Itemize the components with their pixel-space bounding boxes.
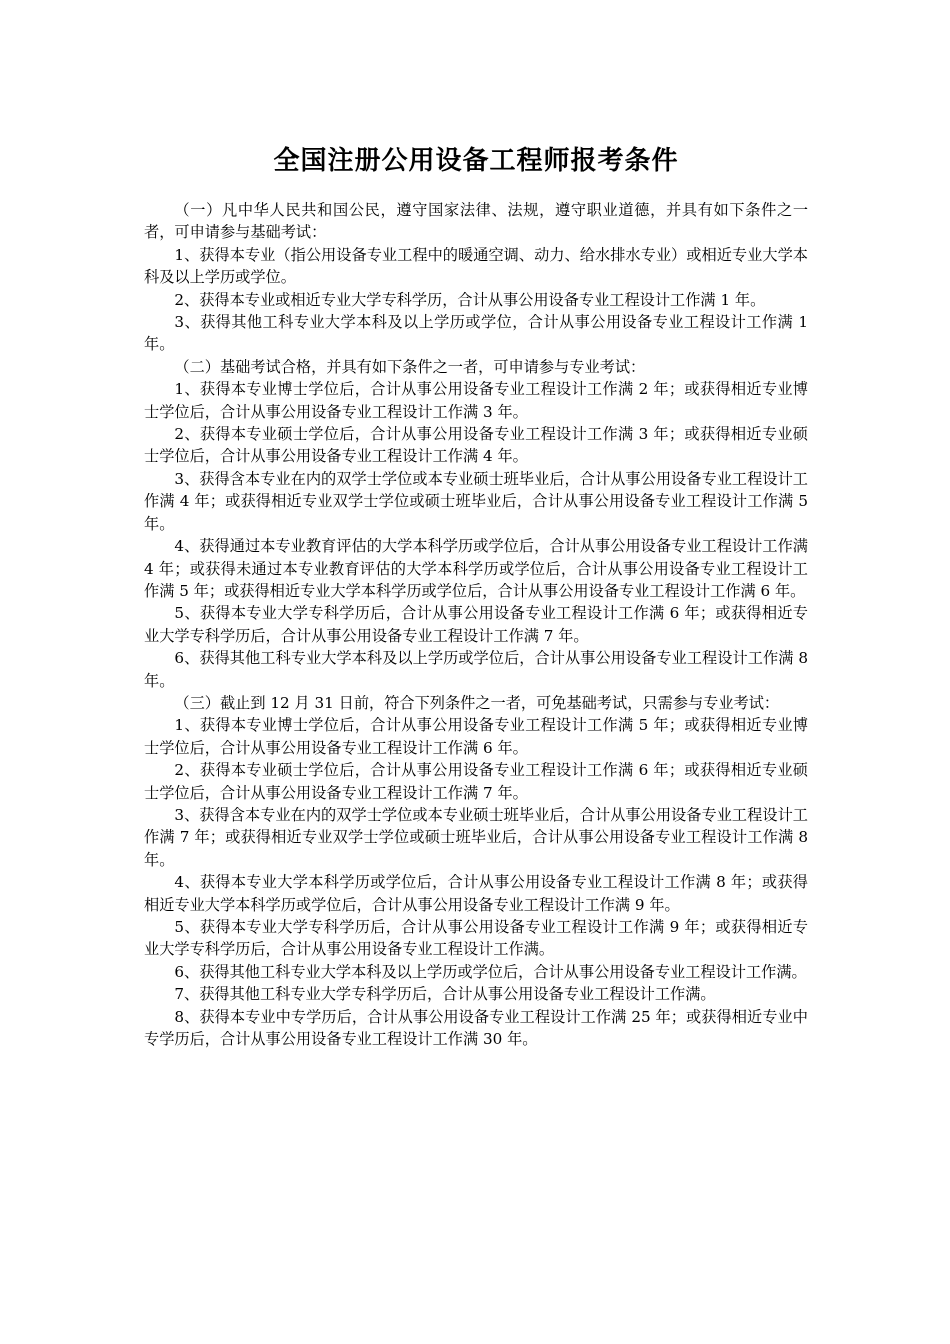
section-3-item-5: 5、获得本专业大学专科学历后，合计从事公用设备专业工程设计工作满 9 年；或获得相近专业大学专科学历后，合计从事公用设备专业工程设计工作满。 xyxy=(144,918,808,959)
section-1-item-3: 3、获得其他工科专业大学本科及以上学历或学位，合计从事公用设备专业工程设计工作满 1 年。 xyxy=(144,313,808,354)
section-3-intro: （三）截止到 12 月 31 日前，符合下列条件之一者，可免基础考试，只需参与专业考试： xyxy=(174,693,780,712)
section-3-item-7: 7、获得其他工科专业大学专科学历后，合计从事公用设备专业工程设计工作满。 xyxy=(174,985,716,1004)
section-3-item-2: 2、获得本专业硕士学位后，合计从事公用设备专业工程设计工作满 6 年；或获得相近专业硕士学位后，合计从事公用设备专业工程设计工作满 7 年。 xyxy=(144,761,808,802)
section-3-item-3: 3、获得含本专业在内的双学士学位或本专业硕士班毕业后，合计从事公用设备专业工程设计工作满 7 年；或获得相近专业双学士学位或硕士班毕业后，合计从事公用设备专业工程设计工作满 8 年。 xyxy=(144,805,808,869)
section-1-item-1: 1、获得本专业（指公用设备专业工程中的暖通空调、动力、给水排水专业）或相近专业大学本科及以上学历或学位。 xyxy=(144,245,808,287)
section-2-intro: （二）基础考试合格，并具有如下条件之一者，可申请参与专业考试： xyxy=(174,357,646,376)
section-1-item-2: 2、获得本专业或相近专业大学专科学历，合计从事公用设备专业工程设计工作满 1 年。 xyxy=(174,290,766,309)
section-2-item-1: 1、获得本专业博士学位后，合计从事公用设备专业工程设计工作满 2 年；或获得相近专业博士学位后，合计从事公用设备专业工程设计工作满 3 年。 xyxy=(144,380,808,421)
document-title: 全国注册公用设备工程师报考条件 xyxy=(273,146,679,176)
section-2-item-4: 4、获得通过本专业教育评估的大学本科学历或学位后，合计从事公用设备专业工程设计工作满 4 年；或获得未通过本专业教育评估的大学本科学历或学位后，合计从事公用设备专业工程设计工作满 5 年；或获得相近专业大学本科学历或学位后，合计从事公用设备专业工程设计工作满 6 年。 xyxy=(144,537,808,600)
section-2-item-2: 2、获得本专业硕士学位后，合计从事公用设备专业工程设计工作满 3 年；或获得相近专业硕士学位后，合计从事公用设备专业工程设计工作满 4 年。 xyxy=(144,425,808,466)
section-1-intro: （一）凡中华人民共和国公民，遵守国家法律、法规，遵守职业道德，并具有如下条件之一者，可申请参与基础考试： xyxy=(144,201,808,242)
section-3-item-6: 6、获得其他工科专业大学本科及以上学历或学位后，合计从事公用设备专业工程设计工作满。 xyxy=(174,962,807,981)
section-2-item-6: 6、获得其他工科专业大学本科及以上学历或学位后，合计从事公用设备专业工程设计工作满 8 年。 xyxy=(144,649,808,690)
section-3-item-1: 1、获得本专业博士学位后，合计从事公用设备专业工程设计工作满 5 年；或获得相近专业博士学位后，合计从事公用设备专业工程设计工作满 6 年。 xyxy=(144,716,808,757)
section-3-item-4: 4、获得本专业大学本科学历或学位后，合计从事公用设备专业工程设计工作满 8 年；或获得相近专业大学本科学历或学位后，合计从事公用设备专业工程设计工作满 9 年。 xyxy=(144,873,808,914)
section-2-item-5: 5、获得本专业大学专科学历后，合计从事公用设备专业工程设计工作满 6 年；或获得相近专业大学专科学历后，合计从事公用设备专业工程设计工作满 7 年。 xyxy=(144,604,808,645)
section-2-item-3: 3、获得含本专业在内的双学士学位或本专业硕士班毕业后，合计从事公用设备专业工程设计工作满 4 年；或获得相近专业双学士学位或硕士班毕业后，合计从事公用设备专业工程设计工作满 5 年。 xyxy=(144,469,808,533)
document-body xyxy=(144,199,808,1050)
section-3-item-8: 8、获得本专业中专学历后，合计从事公用设备专业工程设计工作满 25 年；或获得相近专业中专学历后，合计从事公用设备专业工程设计工作满 30 年。 xyxy=(144,1007,808,1049)
